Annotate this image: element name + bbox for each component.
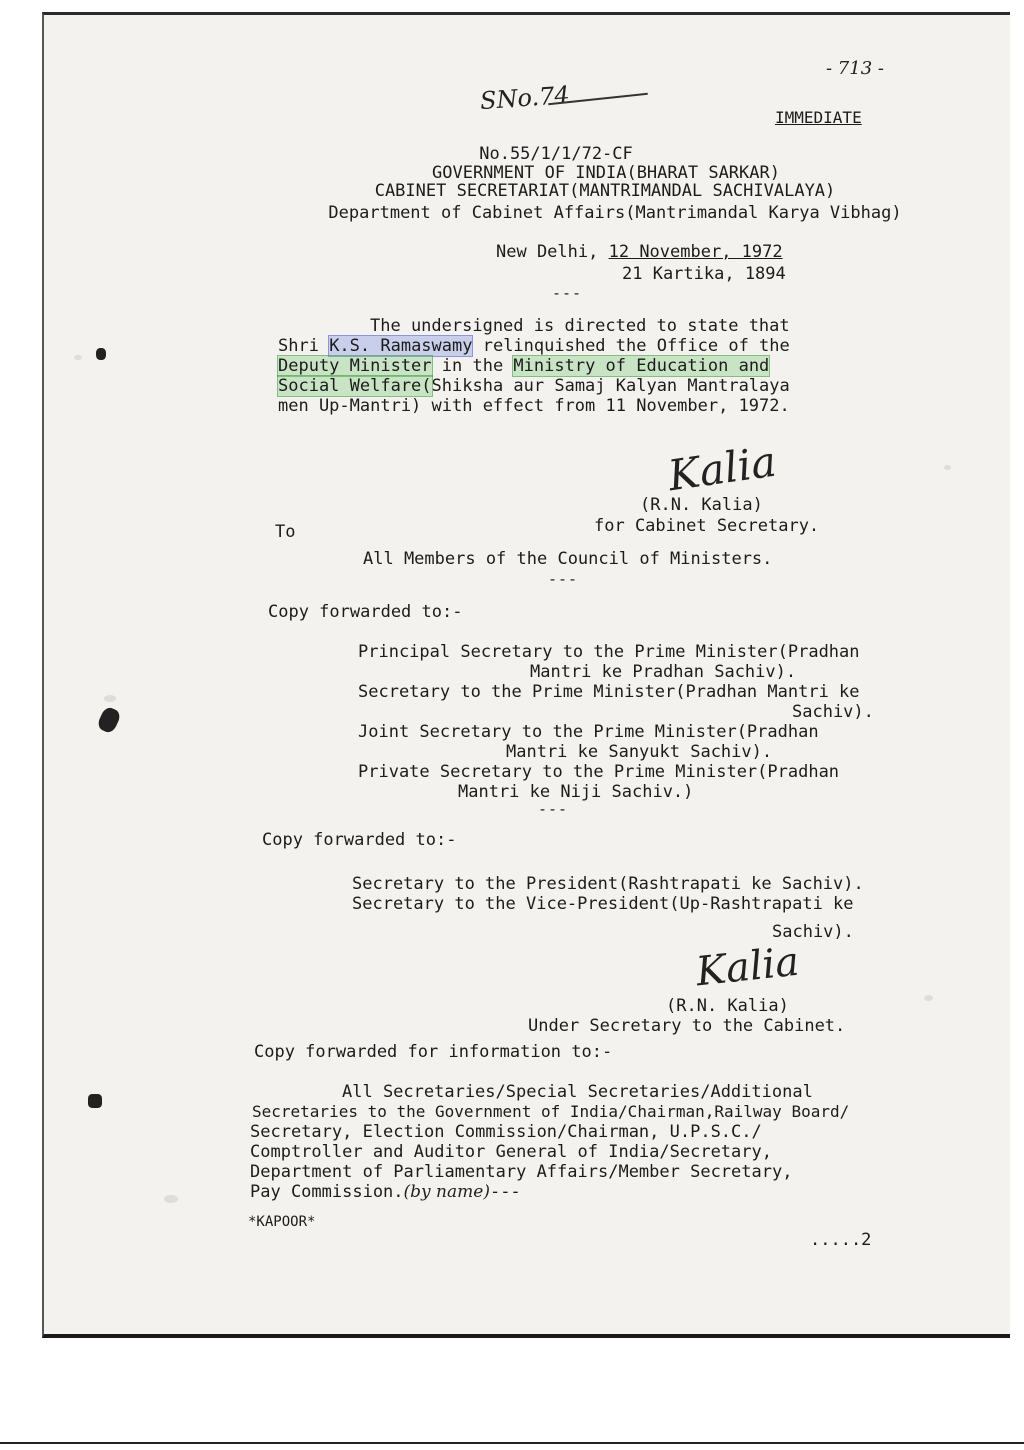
copy-line: Secretary to the Vice-President(Up-Rashtrapati ke xyxy=(352,894,854,914)
separator: --- xyxy=(552,284,583,302)
scan-speck xyxy=(164,1195,178,1203)
department-heading: Department of Cabinet Affairs(Mantrimandal Karya Vibhag) xyxy=(328,203,902,223)
copy-line: Mantri ke Sanyukt Sachiv). xyxy=(506,742,773,762)
notice-line-3 xyxy=(278,356,769,376)
file-number: No.55/1/1/72-CF xyxy=(479,144,633,164)
scan-speck xyxy=(924,995,933,1001)
saka-date: 21 Kartika, 1894 xyxy=(622,264,786,284)
copy-line xyxy=(250,1182,521,1202)
notice-text: Shiksha aur Samaj Kalyan Mantralaya xyxy=(431,376,790,396)
government-heading: GOVERNMENT OF INDIA(BHARAT SARKAR) xyxy=(432,163,780,183)
notice-text: in the xyxy=(431,356,514,376)
ink-mark xyxy=(88,1094,102,1108)
copy-heading: Copy forwarded for information to:- xyxy=(254,1042,613,1062)
copy-line: Secretary, Election Commission/Chairman, U.P.S.C./ xyxy=(250,1122,762,1142)
copy-line: Comptroller and Auditor General of India/Secretary, xyxy=(250,1142,772,1162)
notice-text: relinquished the Office of the xyxy=(472,336,790,356)
signature-scrawl: Kalia xyxy=(693,938,802,996)
recipients: All Members of the Council of Ministers. xyxy=(363,549,773,569)
handwritten-note: (by name) xyxy=(403,1182,490,1202)
copy-line: Secretaries to the Government of India/Chairman,Railway Board/ xyxy=(252,1102,850,1121)
office-title-highlight: Deputy Minister xyxy=(278,356,432,376)
signatory-title: Under Secretary to the Cabinet. xyxy=(528,1016,846,1036)
copy-line: Department of Parliamentary Affairs/Member Secretary, xyxy=(250,1162,793,1182)
copy-line: Mantri ke Niji Sachiv.) xyxy=(458,782,694,802)
trailing-mark: --- xyxy=(489,1182,521,1202)
secretariat-heading: CABINET SECRETARIAT(MANTRIMANDAL SACHIVALAYA) xyxy=(374,181,836,201)
to-label: To xyxy=(275,522,296,542)
notice-line-4 xyxy=(278,376,790,396)
immediate-label: IMMEDIATE xyxy=(775,108,862,127)
copy-heading: Copy forwarded to:- xyxy=(262,830,457,850)
person-name-highlight: K.S. Ramaswamy xyxy=(329,336,473,356)
copy-line: Principal Secretary to the Prime Minister(Pradhan xyxy=(358,642,860,662)
notice-line-1: The undersigned is directed to state that xyxy=(370,316,790,336)
notice-line-2 xyxy=(278,336,790,356)
continuation-marker: .....2 xyxy=(810,1230,872,1250)
date: 12 November, 1972 xyxy=(608,242,783,262)
scan-speck xyxy=(74,355,82,360)
signatory-title: for Cabinet Secretary. xyxy=(594,516,820,536)
copy-line: Mantri ke Pradhan Sachiv). xyxy=(530,662,797,682)
page-bottom-line xyxy=(0,1442,1024,1444)
signature-scrawl: Kalia xyxy=(665,436,780,501)
copy-heading: Copy forwarded to:- xyxy=(268,602,463,622)
copy-line: Secretary to the Prime Minister(Pradhan Mantri ke xyxy=(358,682,860,702)
signatory-name: (R.N. Kalia) xyxy=(640,495,763,515)
ministry-highlight-continued: Social Welfare( xyxy=(278,376,432,396)
scan-speck xyxy=(104,695,116,702)
copy-line: Sachiv). xyxy=(792,702,874,722)
separator: --- xyxy=(548,570,579,588)
typist-initials: *KAPOOR* xyxy=(248,1214,316,1230)
copy-line: Sachiv). xyxy=(772,922,854,942)
copy-line: Secretary to the President(Rashtrapati ke Sachiv). xyxy=(352,874,864,894)
copy-text: Pay Commission. xyxy=(250,1182,404,1202)
handwritten-page-mark: - 713 - xyxy=(826,58,884,79)
separator: --- xyxy=(538,800,569,818)
place: New Delhi, xyxy=(496,242,599,262)
signatory-name: (R.N. Kalia) xyxy=(666,996,789,1016)
date-line xyxy=(496,242,783,262)
scan-speck xyxy=(944,465,951,470)
notice-line-5: men Up-Mantri) with effect from 11 November, 1972. xyxy=(278,396,790,416)
copy-line: Private Secretary to the Prime Minister(Pradhan xyxy=(358,762,840,782)
handwritten-serial-number: SNo.74 xyxy=(479,80,571,116)
copy-line: All Secretaries/Special Secretaries/Additional xyxy=(342,1082,813,1102)
ink-mark xyxy=(96,348,106,360)
ministry-highlight: Ministry of Education and xyxy=(513,356,770,376)
copy-line: Joint Secretary to the Prime Minister(Pradhan xyxy=(358,722,819,742)
notice-text: Shri xyxy=(278,336,330,356)
